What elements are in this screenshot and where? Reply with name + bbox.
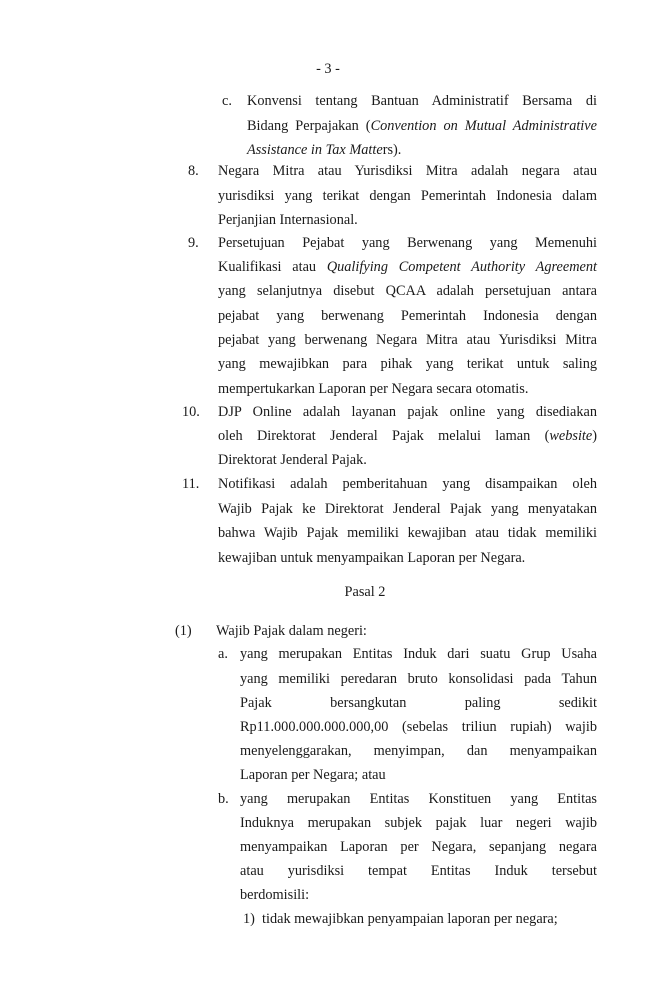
section-heading: Pasal 2 (344, 584, 386, 600)
text: ) (592, 428, 597, 444)
text: Direktorat Jenderal Pajak. (218, 452, 367, 468)
text-line (218, 211, 358, 229)
text-line (218, 258, 597, 276)
text: Induknya merupakan subjek pajak luar negeri wajib (240, 815, 597, 831)
text: atau yurisdiksi tempat Entitas Induk tersebut (240, 863, 597, 879)
text-line (240, 742, 597, 760)
text: Kualifikasi atau (218, 259, 327, 275)
text-line (240, 862, 597, 880)
text: Negara Mitra atau Yurisdiksi Mitra adalah negara atau (218, 163, 597, 179)
text-line (218, 549, 525, 567)
text: yang selanjutnya disebut QCAA adalah persetujuan antara (218, 283, 597, 299)
list-item-label: b. (218, 791, 229, 807)
page-number: - 3 - (316, 61, 340, 77)
text: oleh Direktorat Jenderal Pajak melalui laman ( (218, 428, 550, 444)
text-line (240, 694, 597, 712)
text: Bidang Perpajakan ( (247, 118, 371, 134)
list-item-label: 8. (188, 163, 199, 179)
text-line (240, 814, 597, 832)
text: Perjanjian Internasional. (218, 212, 358, 228)
text-line (218, 500, 597, 518)
text: menyampaikan Laporan per Negara, sepanjang negara (240, 839, 597, 855)
text-line (218, 307, 597, 325)
text: yang merupakan Entitas Induk dari suatu Grup Usaha (240, 646, 597, 662)
text-line (218, 524, 597, 542)
text-line (240, 766, 386, 784)
text-line (218, 331, 597, 349)
text-line (240, 645, 597, 663)
text: Rp11.000.000.000.000,00 (sebelas triliun rupiah) wajib (240, 719, 597, 735)
text: Konvensi tentang Bantuan Administratif Bersama di (247, 93, 597, 109)
text-line (218, 427, 597, 445)
text: rs). (382, 142, 402, 158)
list-item-label: 10. (182, 404, 200, 420)
text: berdomisili: (240, 887, 310, 903)
list-item-label: 9. (188, 235, 199, 251)
text: Persetujuan Pejabat yang Berwenang yang Memenuhi (218, 235, 597, 251)
text-line (218, 282, 597, 300)
italic-text: Convention on Mutual Administrative (370, 118, 597, 134)
list-item-label: 11. (182, 476, 200, 492)
list-item-label: (1) (175, 623, 192, 639)
text: Pajak bersangkutan paling sedikit (240, 695, 597, 711)
text-line (240, 790, 597, 808)
text: mempertukarkan Laporan per Negara secara otomatis. (218, 381, 529, 397)
list-item-label: a. (218, 646, 228, 662)
text: yurisdiksi yang terikat dengan Pemerintah Indonesia dalam (218, 188, 597, 204)
text: kewajiban untuk menyampaikan Laporan per Negara. (218, 550, 526, 566)
text-line (247, 92, 597, 110)
text-line (218, 234, 597, 252)
text-line (218, 162, 597, 180)
text-line (218, 380, 528, 398)
italic-text: Qualifying Competent Authority Agreement (326, 259, 597, 275)
list-item-label: c. (222, 93, 232, 109)
text: Wajib Pajak ke Direktorat Jenderal Pajak yang menyatakan (218, 501, 597, 517)
text: DJP Online adalah layanan pajak online yang disediakan (218, 404, 597, 420)
text: Wajib Pajak dalam negeri: (216, 623, 367, 639)
italic-text: website (549, 428, 593, 444)
text: yang memiliki peredaran bruto konsolidasi pada Tahun (240, 671, 597, 687)
italic-text: Assistance in Tax Matte (247, 142, 383, 158)
text: bahwa Wajib Pajak memiliki kewajiban atau tidak memiliki (218, 525, 597, 541)
text-line (262, 910, 558, 928)
text-line (247, 141, 401, 159)
text-line (218, 187, 597, 205)
text-line (218, 475, 597, 493)
text-line (240, 718, 597, 736)
text-line (218, 355, 597, 373)
text-line (218, 403, 597, 421)
text: menyelenggarakan, menyimpan, dan menyampaikan (240, 743, 597, 759)
text: tidak mewajibkan penyampaian laporan per negara; (262, 911, 558, 927)
text-line (240, 886, 309, 904)
text-line (247, 117, 597, 135)
text-line (218, 451, 367, 469)
text-line (240, 670, 597, 688)
text-line (240, 838, 597, 856)
text: Laporan per Negara; atau (240, 767, 386, 783)
list-item-label: 1) (243, 911, 255, 927)
text: yang mewajibkan para pihak yang terikat untuk saling (218, 356, 597, 372)
text: pejabat yang berwenang Pemerintah Indonesia dengan (218, 308, 597, 324)
text-line (216, 622, 367, 640)
text: pejabat yang berwenang Negara Mitra atau Yurisdiksi Mitra (218, 332, 597, 348)
text: yang merupakan Entitas Konstituen yang Entitas (240, 791, 597, 807)
text: Notifikasi adalah pemberitahuan yang disampaikan oleh (218, 476, 597, 492)
